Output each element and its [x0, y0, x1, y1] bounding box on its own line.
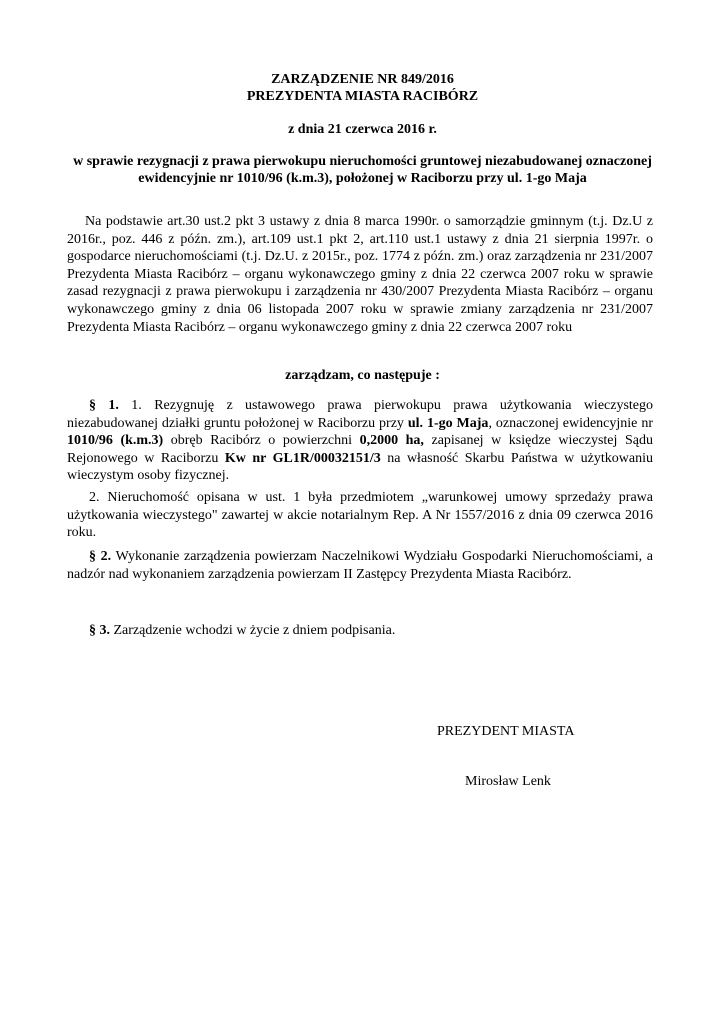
section-1-point-2: 2. Nieruchomość opisana w ust. 1 była przedmiotem „warunkowej umowy sprzedaży prawa użytkowania wieczystego" zawartej w akcie notarialnym Rep. A Nr 1557/2016 z dnia 09 czerwca 2016 roku.	[67, 490, 653, 541]
section-1-text-a: 1. Rezygnuję z ustawowego prawa pierwokupu prawa użytkowania wieczystego niezabudowanej działki gruntu położonej w Raciborzu przy	[67, 398, 654, 431]
section-3-text: Zarządzenie wchodzi w życie z dniem podpisania.	[110, 623, 396, 638]
section-1-text-d: zapisanej w księdze wieczystej Sądu Rejonowego w Raciborzu	[67, 433, 653, 466]
document-subject: w sprawie rezygnacji z prawa pierwokupu nieruchomości gruntowej niezabudowanej oznaczonej ewidencyjnie nr 1010/96 (k.m.3), położonej w Raciborzu przy ul. 1-go Maja	[73, 154, 652, 186]
section-1-text-c: obręb Racibórz o powierzchni	[163, 433, 360, 449]
signature-title: PREZYDENT MIASTA	[437, 724, 575, 739]
land-register-number: Kw nr GL1R/00032151/3	[224, 450, 381, 466]
section-1-text-e: na własność Skarbu Państwa w użytkowaniu wieczystym osoby fizycznej.	[67, 450, 653, 484]
document-title: ZARZĄDZENIE NR 849/2016	[271, 72, 454, 87]
section-2-text: Wykonanie zarządzenia powierzam Naczelnikowi Wydziału Gospodarki Nieruchomościami, a nadzór nad wykonaniem zarządzenia powierzam II Zastępcy Prezydenta Miasta Racibórz.	[67, 549, 653, 582]
street-name: ul. 1-go Maja	[407, 415, 489, 431]
parcel-area: 0,2000 ha,	[359, 433, 424, 449]
section-1-mark: § 1.	[89, 398, 119, 413]
section-3-mark: § 3.	[89, 623, 110, 638]
section-1-paragraph	[67, 397, 653, 485]
section-3-paragraph	[67, 622, 653, 640]
signature-name: Mirosław Lenk	[465, 774, 551, 789]
preamble-paragraph: Na podstawie art.30 ust.2 pkt 3 ustawy z dnia 8 marca 1990r. o samorządzie gminnym (t.j. Dz.U z 2016r., poz. 446 z późn. zm.), art.109 ust.1 pkt 2, art.110 ust.1 ustawy z dnia 21 sierpnia 1997r. o gospodarce nieruchomościami (t.j. Dz.U. z 2015r., poz. 1774 z późn. zm.) oraz zarządzenia nr 231/2007 Prezydenta Miasta Racibórz – organu wykonawczego gminy z dnia 22 czerwca 2007 roku w sprawie zasad rezygnacji z prawa pierwokupu i zarządzenia nr 430/2007 Prezydenta Miasta Racibórz – organu wykonawczego gminy z dnia 06 listopada 2007 roku w sprawie zmiany zarządzenia nr 231/2007 Prezydenta Miasta Racibórz – organu wykonawczego gminy z dnia 22 czerwca 2007 roku	[67, 214, 653, 335]
document-issuer: PREZYDENTA MIASTA RACIBÓRZ	[246, 89, 479, 104]
parcel-number: 1010/96 (k.m.3)	[67, 433, 164, 449]
section-1-text-b: , oznaczonej ewidencyjnie nr	[488, 415, 653, 431]
section-2-mark: § 2.	[89, 549, 112, 564]
document-date: z dnia 21 czerwca 2016 r.	[288, 122, 437, 137]
section-2-paragraph	[67, 548, 653, 583]
decree-statement: zarządzam, co następuje :	[285, 368, 440, 383]
